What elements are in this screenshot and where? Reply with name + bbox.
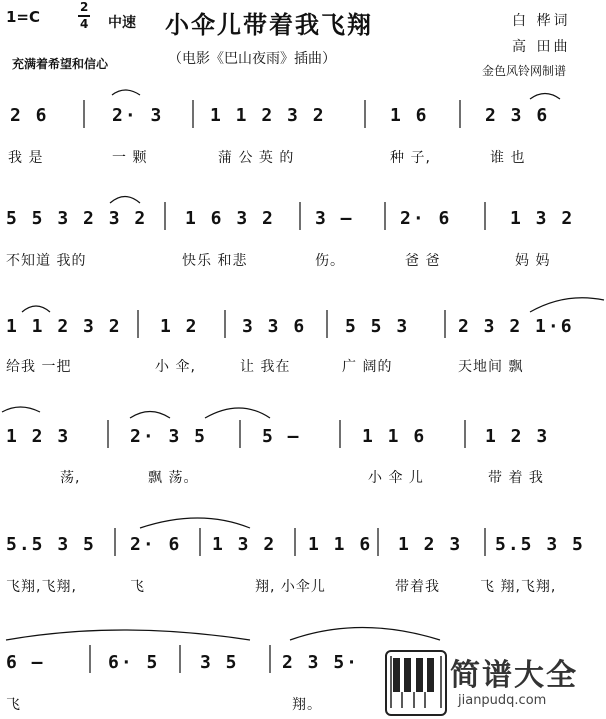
line2-lyric2: 快乐 和悲 xyxy=(182,253,248,269)
line6-bar1-notes: 6 – xyxy=(6,652,45,673)
line2-bar5-notes: 1 3 2 xyxy=(510,208,575,229)
line4-lyric5: 带 着 我 xyxy=(488,470,544,486)
line5-bar2-notes: 2· 6 xyxy=(130,534,182,555)
line2-lyric1: 不知道 我的 xyxy=(6,253,87,269)
piano-keys-icon xyxy=(387,652,445,714)
score-maker: 金色风铃网制谱 xyxy=(482,64,567,78)
line4-lyric4: 小 伞 儿 xyxy=(368,470,424,486)
line5-bar5-notes: 1 2 3 xyxy=(398,534,463,555)
line5-lyric1: 飞翔,飞翔, xyxy=(6,579,77,595)
line2-bar1-notes: 5 5 3 2 3 2 xyxy=(6,208,148,229)
line5-lyric4: 翔, 小伞儿 xyxy=(255,579,326,595)
line1-lyric2: 一 颗 xyxy=(112,150,148,166)
lyricist-credit: 白 桦词 xyxy=(512,13,571,29)
line5-lyric2: 飞 xyxy=(130,579,145,595)
line2-lyric4: 爸 爸 xyxy=(405,253,441,269)
line3-bar1-notes: 1 1 2 3 2 xyxy=(6,316,122,337)
line2-lyric5: 妈 妈 xyxy=(515,253,551,269)
line4-bar5-notes: 1 2 3 xyxy=(485,426,550,447)
line5-lyric6: 飞 翔,飞翔, xyxy=(480,579,557,595)
watermark-url: jianpudq.com xyxy=(458,693,547,708)
line3-lyric4: 广 阔的 xyxy=(342,359,393,375)
line2-bar3-notes: 3 – xyxy=(315,208,354,229)
line4-bar3-notes: 5 – xyxy=(262,426,301,447)
line6-bar4-notes: 2 3 5· xyxy=(282,652,360,673)
line2-lyric3: 伤。 xyxy=(315,253,345,269)
piano-logo xyxy=(385,650,447,716)
line2-bar4-notes: 2· 6 xyxy=(400,208,452,229)
line6-lyric1: 飞 xyxy=(6,697,21,713)
line3-bar3-notes: 3 3 6 xyxy=(242,316,307,337)
time-signature-bottom: 4 xyxy=(80,17,89,31)
line3-bar2-notes: 1 2 xyxy=(160,316,199,337)
line3-lyric3: 让 我在 xyxy=(240,359,291,375)
line1-lyric1: 我 是 xyxy=(8,150,44,166)
line6-bar2-notes: 6· 5 xyxy=(108,652,160,673)
line4-bar1-notes: 1 2 3 xyxy=(6,426,71,447)
line3-lyric5: 天地间 飘 xyxy=(458,359,524,375)
line4-lyric2: 飘 荡。 xyxy=(148,470,199,486)
line1-bar2-notes: 2· 3 xyxy=(112,105,164,126)
line1-lyric3: 蒲 公 英 的 xyxy=(218,150,295,166)
expression-marking: 充满着希望和信心 xyxy=(12,57,109,71)
time-signature-top: 2 xyxy=(80,0,89,14)
line3-lyric1: 给我 一把 xyxy=(6,359,72,375)
line1-lyric4: 种 子, xyxy=(390,150,431,166)
line4-bar2-notes: 2· 3 5 xyxy=(130,426,208,447)
line6-lyric4: 翔。 xyxy=(292,697,322,713)
line5-bar3-notes: 1 3 2 xyxy=(212,534,277,555)
line5-lyric5: 带着我 xyxy=(395,579,440,595)
line3-lyric2: 小 伞, xyxy=(155,359,196,375)
line5-bar1-notes: 5.5 3 5 xyxy=(6,534,96,555)
film-source: （电影《巴山夜雨》插曲） xyxy=(168,51,336,67)
line6-bar3-notes: 3 5 xyxy=(200,652,239,673)
line1-bar4-notes: 1 6 xyxy=(390,105,429,126)
line1-bar1-notes: 2 6 xyxy=(10,105,49,126)
line1-lyric5: 谁 也 xyxy=(490,150,526,166)
line4-lyric1: 荡, xyxy=(60,470,81,486)
line1-bar5-notes: 2 3 6 xyxy=(485,105,550,126)
line5-bar4-notes: 1 1 6 xyxy=(308,534,373,555)
line5-bar6-notes: 5.5 3 5 xyxy=(495,534,585,555)
line3-bar4-notes: 5 5 3 xyxy=(345,316,410,337)
song-title: 小伞儿带着我飞翔 xyxy=(165,11,373,39)
tempo-marking: 中速 xyxy=(108,15,136,31)
watermark-site-name: 简谱大全 xyxy=(450,658,578,693)
line2-bar2-notes: 1 6 3 2 xyxy=(185,208,275,229)
line3-bar5-notes: 2 3 2 1·6 xyxy=(458,316,574,337)
line1-bar3-notes: 1 1 2 3 2 xyxy=(210,105,326,126)
key-signature: 1=C xyxy=(6,8,41,26)
composer-credit: 高 田曲 xyxy=(512,39,571,55)
line4-bar4-notes: 1 1 6 xyxy=(362,426,427,447)
